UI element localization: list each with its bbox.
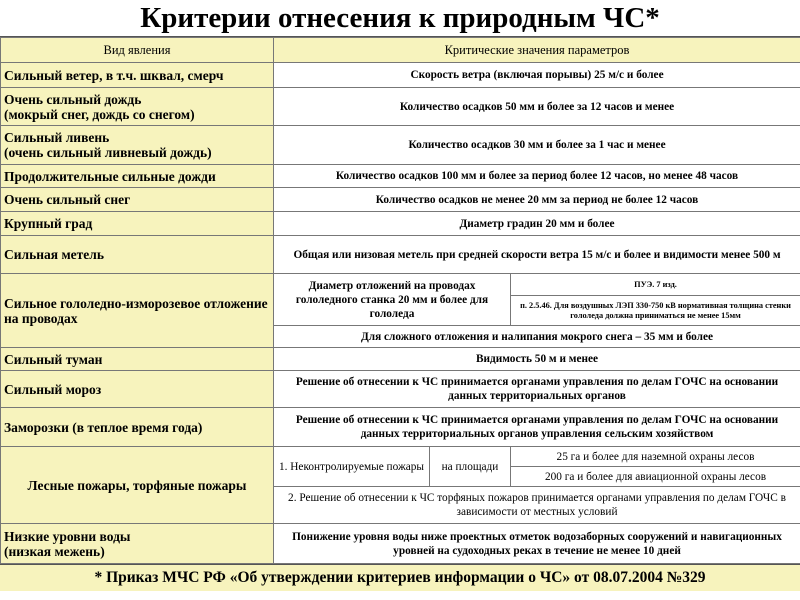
icing-complex-cell: Для сложного отложения и налипания мокрого снега – 35 мм и более (274, 326, 800, 348)
ground-protection-cell: 25 га и более для наземной охраны лесов (511, 447, 800, 467)
criterion-cell: Количество осадков 100 мм и более за период более 12 часов, но менее 48 часов (274, 165, 800, 188)
phenomenon-cell: Заморозки (в теплое время года) (1, 408, 274, 447)
uncontrolled-fires-cell: 1. Неконтролируемые пожары (274, 447, 430, 487)
table-row (1, 63, 800, 88)
peat-fires-cell: 2. Решение об отнесении к ЧС торфяных пожаров принимается органами управления по делам ГОЧС в зависимости от местных условий (274, 487, 800, 524)
criterion-cell: Решение об отнесении к ЧС принимается органами управления по делам ГОЧС на основании данных территориальных органов (274, 371, 800, 408)
criterion-cell: Видимость 50 м и менее (274, 348, 800, 371)
phenomenon-cell: Очень сильный дождь (мокрый снег, дождь со снегом) (1, 88, 274, 126)
table-row (1, 447, 800, 467)
phenomenon-cell: Сильная метель (1, 236, 274, 274)
table-row (1, 408, 800, 447)
icing-diameter-cell: Диаметр отложений на проводах гололедного станка 20 мм и более для гололеда (274, 274, 511, 326)
phenomenon-cell: Низкие уровни воды (низкая межень) (1, 524, 274, 564)
table-row (1, 188, 800, 212)
phenomenon-cell: Крупный град (1, 212, 274, 236)
pue-edition-cell: ПУЭ. 7 изд. (511, 274, 800, 296)
aviation-protection-cell: 200 га и более для авиационной охраны лесов (511, 467, 800, 487)
phenomenon-cell: Лесные пожары, торфяные пожары (1, 447, 274, 524)
criterion-cell: Количество осадков 30 мм и более за 1 час и менее (274, 126, 800, 165)
table-header-row (1, 38, 800, 63)
phenomenon-cell: Сильный мороз (1, 371, 274, 408)
table-row (1, 236, 800, 274)
page-title: Критерии отнесения к природным ЧС* (0, 0, 800, 37)
phenomenon-cell: Сильное гололедно-изморозевое отложение на проводах (1, 274, 274, 348)
area-cell: на площади (430, 447, 511, 487)
criterion-cell: Общая или низовая метель при средней скорости ветра 15 м/с и более и видимости менее 500 м (274, 236, 800, 274)
phenomenon-cell: Продолжительные сильные дожди (1, 165, 274, 188)
criterion-cell: Понижение уровня воды ниже проектных отметок водозаборных сооружений и навигационных уровней на судоходных реках в течение не менее 10 дней (274, 524, 800, 564)
table-row (1, 371, 800, 408)
criterion-cell: Решение об отнесении к ЧС принимается органами управления по делам ГОЧС на основании данных территориальных органов управления сельским хозяйством (274, 408, 800, 447)
table-row (1, 524, 800, 564)
criterion-cell: Количество осадков не менее 20 мм за период не более 12 часов (274, 188, 800, 212)
criterion-cell: Скорость ветра (включая порывы) 25 м/с и более (274, 63, 800, 88)
phenomenon-cell: Сильный ливень (очень сильный ливневый дождь) (1, 126, 274, 165)
table-row (1, 212, 800, 236)
pue-clause-cell: п. 2.5.46. Для воздушных ЛЭП 330-750 кВ нормативная толщина стенки гололеда должна приниматься не менее 15мм (511, 296, 800, 326)
table-row (1, 348, 800, 371)
table-row (1, 126, 800, 165)
criteria-table (0, 37, 800, 564)
table-row (1, 88, 800, 126)
header-phenomenon: Вид явления (1, 38, 274, 63)
criterion-cell: Количество осадков 50 мм и более за 12 часов и менее (274, 88, 800, 126)
footer-note: * Приказ МЧС РФ «Об утверждении критериев информации о ЧС» от 08.07.2004 №329 (0, 564, 800, 591)
table-row (1, 274, 800, 296)
phenomenon-cell: Очень сильный снег (1, 188, 274, 212)
phenomenon-cell: Сильный туман (1, 348, 274, 371)
phenomenon-cell: Сильный ветер, в т.ч. шквал, смерч (1, 63, 274, 88)
header-criteria: Критические значения параметров (274, 38, 800, 63)
table-row (1, 165, 800, 188)
criterion-cell: Диаметр градин 20 мм и более (274, 212, 800, 236)
